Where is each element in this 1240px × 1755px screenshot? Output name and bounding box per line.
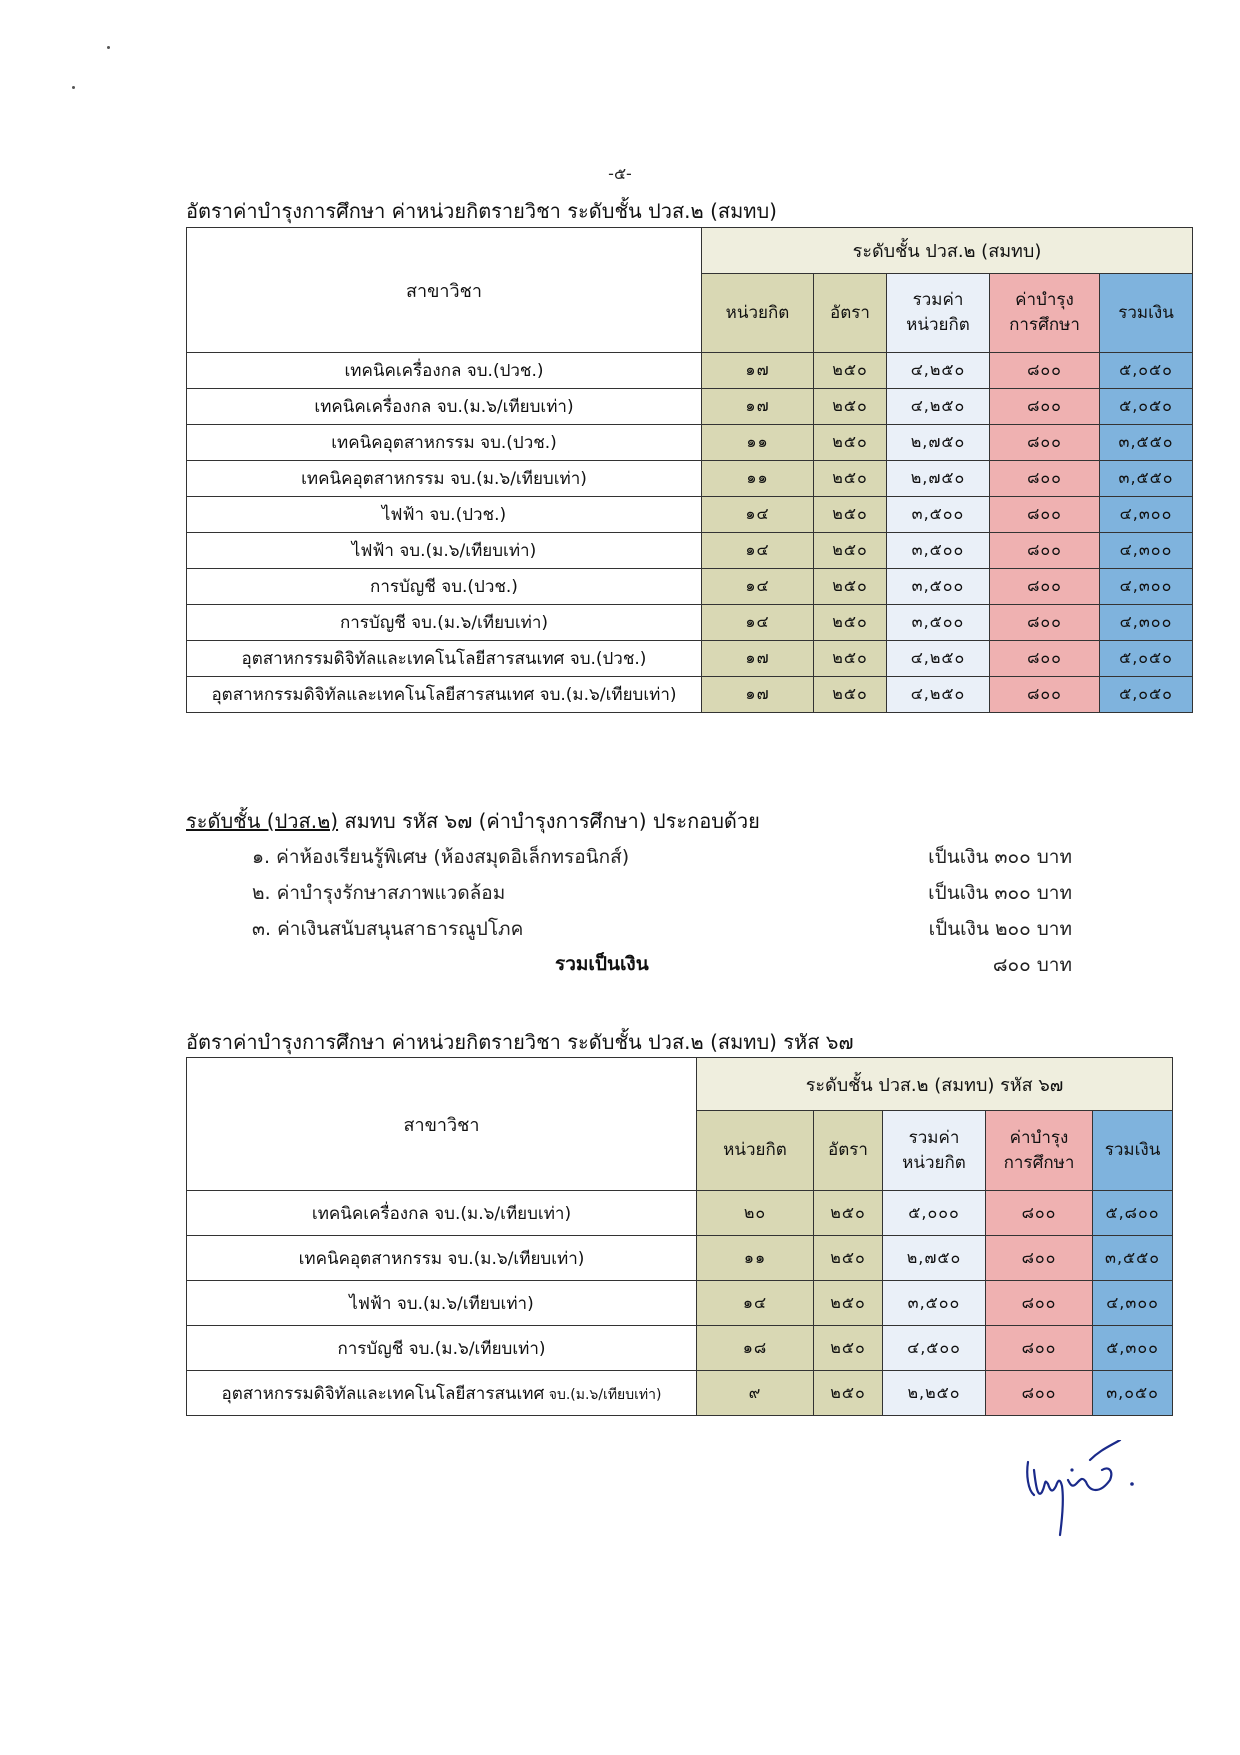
composition-item-label: ๑. ค่าห้องเรียนรู้พิเศษ (ห้องสมุดอิเล็กทรอนิกส์) [252, 846, 630, 868]
total-cell: ๕,๓๐๐ [1093, 1326, 1173, 1371]
rate-cell: ๒๕๐ [814, 389, 887, 425]
fee-cell: ๘๐๐ [990, 677, 1100, 713]
total-cell: ๓,๕๕๐ [1093, 1236, 1173, 1281]
total-cell: ๓,๕๕๐ [1100, 425, 1193, 461]
total-cell: ๔,๓๐๐ [1100, 605, 1193, 641]
header-group: ระดับชั้น ปวส.๒ (สมทบ) [702, 228, 1193, 274]
total-cell: ๔,๓๐๐ [1100, 497, 1193, 533]
program-name: ไฟฟ้า จบ.(ปวช.) [187, 497, 702, 533]
total-cell: ๓,๕๕๐ [1100, 461, 1193, 497]
fee-cell: ๘๐๐ [990, 425, 1100, 461]
header-sum-units-line1: รวมค่า [908, 1127, 960, 1148]
header-sum-units-line2: หน่วยกิต [902, 1152, 966, 1173]
table-row [187, 1371, 1173, 1416]
program-name: การบัญชี จบ.(ปวช.) [187, 569, 702, 605]
table2-title: อัตราค่าบำรุงการศึกษา ค่าหน่วยกิตรายวิชา ระดับชั้น ปวส.๒ (สมทบ) รหัส ๖๗ [186, 1030, 854, 1054]
header-sum-units-line2: หน่วยกิต [906, 315, 970, 335]
rate-cell: ๒๕๐ [814, 461, 887, 497]
program-name: เทคนิคอุตสาหกรรม จบ.(ม.๖/เทียบเท่า) [187, 1236, 697, 1281]
program-name: เทคนิคเครื่องกล จบ.(ปวช.) [187, 353, 702, 389]
sum-cell: ๓,๕๐๐ [883, 1281, 986, 1326]
rate-cell: ๒๕๐ [814, 677, 887, 713]
units-cell: ๙ [697, 1371, 814, 1416]
total-cell: ๔,๓๐๐ [1100, 569, 1193, 605]
table-row [187, 425, 1193, 461]
program-name: เทคนิคเครื่องกล จบ.(ม.๖/เทียบเท่า) [187, 389, 702, 425]
sum-cell: ๒,๒๕๐ [883, 1371, 986, 1416]
fee-table-2 [186, 1057, 1173, 1416]
units-cell: ๑๑ [702, 425, 814, 461]
header-program: สาขาวิชา [187, 1058, 697, 1191]
fee-cell: ๘๐๐ [990, 497, 1100, 533]
program-name: การบัญชี จบ.(ม.๖/เทียบเท่า) [187, 605, 702, 641]
handwritten-signature [1020, 1440, 1140, 1540]
scan-speck [107, 46, 110, 49]
units-cell: ๑๔ [697, 1281, 814, 1326]
fee-cell: ๘๐๐ [990, 533, 1100, 569]
rate-cell: ๒๕๐ [814, 533, 887, 569]
composition-title-rest: สมทบ รหัส ๖๗ (ค่าบำรุงการศึกษา) ประกอบด้วย [338, 809, 760, 833]
table-row [187, 605, 1193, 641]
header-rate: อัตรา [814, 1111, 883, 1191]
total-cell: ๕,๐๕๐ [1100, 389, 1193, 425]
units-cell: ๒๐ [697, 1191, 814, 1236]
sum-cell: ๔,๒๕๐ [887, 677, 990, 713]
units-cell: ๑๗ [702, 353, 814, 389]
units-cell: ๑๔ [702, 533, 814, 569]
sum-cell: ๒,๗๕๐ [887, 425, 990, 461]
composition-item-label: ๓. ค่าเงินสนับสนุนสาธารณูปโภค [252, 918, 524, 940]
table-row [187, 389, 1193, 425]
fee-cell: ๘๐๐ [990, 353, 1100, 389]
sum-cell: ๔,๒๕๐ [887, 353, 990, 389]
sum-cell: ๓,๕๐๐ [887, 533, 990, 569]
header-fee-line1: ค่าบำรุง [1009, 1127, 1069, 1148]
fee-cell: ๘๐๐ [990, 461, 1100, 497]
composition-item-amount: เป็นเงิน ๓๐๐ บาท [928, 846, 1072, 868]
rate-cell: ๒๕๐ [814, 1371, 883, 1416]
header-rate: อัตรา [814, 274, 887, 353]
program-name: อุตสาหกรรมดิจิทัลและเทคโนโลยีสารสนเทศ จบ.(ปวช.) [187, 641, 702, 677]
sum-cell: ๒,๗๕๐ [883, 1236, 986, 1281]
fee-cell: ๘๐๐ [986, 1191, 1093, 1236]
table-row [187, 1281, 1173, 1326]
fee-cell: ๘๐๐ [986, 1371, 1093, 1416]
table-row [187, 533, 1193, 569]
header-fee-line2: การศึกษา [1009, 315, 1080, 335]
fee-table-1 [186, 227, 1193, 713]
table-row [187, 1326, 1173, 1371]
composition-title-underlined: ระดับชั้น (ปวส.๒) [186, 809, 339, 833]
header-group: ระดับชั้น ปวส.๒ (สมทบ) รหัส ๖๗ [697, 1058, 1173, 1111]
composition-item-amount: เป็นเงิน ๓๐๐ บาท [928, 882, 1072, 904]
header-fee [990, 274, 1100, 353]
header-total: รวมเงิน [1100, 274, 1193, 353]
sum-cell: ๓,๕๐๐ [887, 497, 990, 533]
composition-total-amount: ๘๐๐ บาท [992, 954, 1072, 976]
units-cell: ๑๗ [702, 641, 814, 677]
rate-cell: ๒๕๐ [814, 425, 887, 461]
total-cell: ๔,๓๐๐ [1093, 1281, 1173, 1326]
fee-cell: ๘๐๐ [990, 569, 1100, 605]
program-name-suffix: จบ.(ม.๖/เทียบเท่า) [544, 1386, 662, 1403]
program-name: เทคนิคอุตสาหกรรม จบ.(ปวช.) [187, 425, 702, 461]
sum-cell: ๓,๕๐๐ [887, 569, 990, 605]
sum-cell: ๔,๕๐๐ [883, 1326, 986, 1371]
table-row [187, 569, 1193, 605]
table-row [187, 1191, 1173, 1236]
program-name-main: อุตสาหกรรมดิจิทัลและเทคโนโลยีสารสนเทศ [221, 1383, 545, 1404]
units-cell: ๑๗ [702, 677, 814, 713]
header-sum-units-line1: รวมค่า [912, 290, 964, 311]
fee-cell: ๘๐๐ [986, 1281, 1093, 1326]
table-row [187, 1236, 1173, 1281]
table-row [187, 641, 1193, 677]
fee-cell: ๘๐๐ [986, 1326, 1093, 1371]
fee-cell: ๘๐๐ [990, 605, 1100, 641]
header-fee-line1: ค่าบำรุง [1015, 290, 1074, 311]
total-cell: ๔,๓๐๐ [1100, 533, 1193, 569]
composition-item-amount: เป็นเงิน ๒๐๐ บาท [928, 918, 1072, 940]
sum-cell: ๔,๒๕๐ [887, 641, 990, 677]
rate-cell: ๒๕๐ [814, 1326, 883, 1371]
table1-title: อัตราค่าบำรุงการศึกษา ค่าหน่วยกิตรายวิชา ระดับชั้น ปวส.๒ (สมทบ) [186, 199, 777, 223]
units-cell: ๑๗ [702, 389, 814, 425]
program-name: เทคนิคเครื่องกล จบ.(ม.๖/เทียบเท่า) [187, 1191, 697, 1236]
fee-cell: ๘๐๐ [986, 1236, 1093, 1281]
rate-cell: ๒๕๐ [814, 605, 887, 641]
sum-cell: ๕,๐๐๐ [883, 1191, 986, 1236]
header-total: รวมเงิน [1093, 1111, 1173, 1191]
units-cell: ๑๑ [697, 1236, 814, 1281]
table-row [187, 497, 1193, 533]
page-number: -๕- [608, 164, 632, 183]
sum-cell: ๒,๗๕๐ [887, 461, 990, 497]
program-name [187, 1371, 697, 1416]
table-row [187, 461, 1193, 497]
total-cell: ๓,๐๕๐ [1093, 1371, 1173, 1416]
total-cell: ๕,๐๕๐ [1100, 353, 1193, 389]
composition-item-label: ๒. ค่าบำรุงรักษาสภาพแวดล้อม [252, 882, 506, 904]
rate-cell: ๒๕๐ [814, 353, 887, 389]
rate-cell: ๒๕๐ [814, 569, 887, 605]
fee-cell: ๘๐๐ [990, 389, 1100, 425]
composition-total-label: รวมเป็นเงิน [555, 953, 649, 975]
rate-cell: ๒๕๐ [814, 1281, 883, 1326]
rate-cell: ๒๕๐ [814, 1236, 883, 1281]
header-fee [986, 1111, 1093, 1191]
composition-title [186, 805, 760, 837]
header-units: หน่วยกิต [697, 1111, 814, 1191]
scan-speck [72, 86, 75, 89]
total-cell: ๕,๘๐๐ [1093, 1191, 1173, 1236]
units-cell: ๑๔ [702, 497, 814, 533]
units-cell: ๑๔ [702, 569, 814, 605]
table-row [187, 353, 1193, 389]
units-cell: ๑๘ [697, 1326, 814, 1371]
program-name: การบัญชี จบ.(ม.๖/เทียบเท่า) [187, 1326, 697, 1371]
sum-cell: ๔,๒๕๐ [887, 389, 990, 425]
header-program: สาขาวิชา [187, 228, 702, 353]
header-units: หน่วยกิต [702, 274, 814, 353]
sum-cell: ๓,๕๐๐ [887, 605, 990, 641]
total-cell: ๕,๐๕๐ [1100, 677, 1193, 713]
table-row [187, 677, 1193, 713]
header-sum-units [883, 1111, 986, 1191]
header-fee-line2: การศึกษา [1003, 1152, 1075, 1173]
fee-cell: ๘๐๐ [990, 641, 1100, 677]
units-cell: ๑๔ [702, 605, 814, 641]
program-name: เทคนิคอุตสาหกรรม จบ.(ม.๖/เทียบเท่า) [187, 461, 702, 497]
rate-cell: ๒๕๐ [814, 1191, 883, 1236]
header-sum-units [887, 274, 990, 353]
program-name: ไฟฟ้า จบ.(ม.๖/เทียบเท่า) [187, 1281, 697, 1326]
rate-cell: ๒๕๐ [814, 497, 887, 533]
total-cell: ๕,๐๕๐ [1100, 641, 1193, 677]
program-name: ไฟฟ้า จบ.(ม.๖/เทียบเท่า) [187, 533, 702, 569]
program-name: อุตสาหกรรมดิจิทัลและเทคโนโลยีสารสนเทศ จบ.(ม.๖/เทียบเท่า) [187, 677, 702, 713]
rate-cell: ๒๕๐ [814, 641, 887, 677]
units-cell: ๑๑ [702, 461, 814, 497]
